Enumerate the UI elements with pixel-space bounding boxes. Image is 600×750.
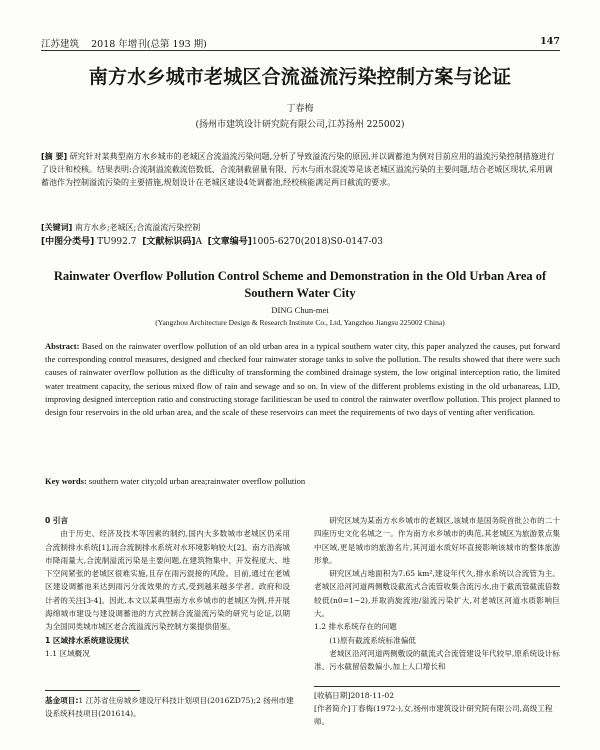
doc-code-label: [文献标识码] — [142, 237, 196, 247]
chinese-keywords-text: 南方水乡;老城区;合流溢流污染控制 — [74, 223, 201, 232]
body-left-column — [45, 514, 290, 660]
classification-line — [41, 236, 560, 249]
body-right-column — [314, 514, 560, 674]
received-line — [314, 689, 560, 702]
problem-paragraph: 老城区沿河河道两侧敷设的截流式合流管建设年代较早,原系统设计标准、污水截留倍数偏小,加上人口增长和 — [314, 648, 560, 672]
doc-code-value: A — [195, 237, 202, 247]
english-abstract — [45, 340, 560, 419]
section-1-heading: 1 区域排水系统建设现状 — [45, 635, 129, 645]
author-bio-text: 丁春梅(1972-),女,扬州市建筑设计研究院有限公司,高级工程师。 — [314, 704, 553, 726]
english-affiliation: (Yangzhou Architecture Design & Research Institute Co., Ltd, Yangzhou Jiangsu 225002 China) — [155, 318, 445, 327]
english-keywords-label: Key words: — [45, 476, 87, 486]
chinese-abstract — [41, 150, 560, 189]
received-note — [314, 686, 560, 728]
region-paragraph-1: 研究区域为某南方水乡城市的老城区,该城市是国务院首批公布的二十四座历史文化名城之一。作为南方水乡城市的典范,其老城区为旅游景点集中区域,更是城市的旅游名片,其河道水质好坏直接影响该城市的整体旅游形象。 — [314, 516, 560, 565]
english-abstract-text: Based on the rainwater overflow pollution of an old urban area in a typical southern water city, this paper analyzed the causes, put forward the corresponding control measures, designed and checked four rainwater storage tanks to solve the pollution. The results showed that there were such causes of rainwater overflow pollution as the difficulty of transforming the combined drainage system, the low original interception ratio, the limited water treatment capacity, the serious mixed flow of rain and sewage and so on. In view of the different problems existing in the old urbanareas, LID, improving designed interception ratio and constructing storage facilitiescan be used to control the rainwater overflow pollution. This project planned to design four reservoirs in the old urban area, and the scale of these reservoirs can meet the requirements of two days of venting after verification. — [45, 341, 560, 418]
footnote-rule — [45, 690, 140, 691]
page-number: 147 — [540, 36, 560, 47]
running-header — [41, 36, 560, 51]
chinese-author: 丁春梅 — [286, 104, 314, 114]
intro-heading: 0 引言 — [45, 516, 69, 525]
section-1-2-1-heading: (1)原有截流系统标准偏低 — [329, 635, 416, 645]
english-keywords — [45, 476, 560, 486]
issue-number: 2018 年增刊(总第 193 期) — [91, 39, 207, 50]
english-author: DING Chun-mei — [271, 305, 329, 315]
section-1-1-heading: 1.1 区域概况 — [45, 648, 90, 658]
chinese-affiliation: (扬州市建筑设计研究院有限公司,江苏扬州 225002) — [195, 120, 405, 130]
english-title: Rainwater Overflow Pollution Control Scheme and Demonstration in the Old Urban Area of Southern Water City — [53, 269, 547, 300]
english-keywords-text: southern water city;old urban area;rainwater overflow pollution — [88, 476, 306, 486]
chinese-keywords-label: [关键词] — [41, 223, 73, 232]
author-bio-line — [314, 702, 560, 728]
region-paragraph-2: 研究区域占地面积为7.65 km²,建设年代久,排水系统以合流管为主。老城区沿河河道两侧敷设截流式合流管收集合流污水,由于截流管截流倍数较低(n0=1~2),并取消旋流池/溢流污染扩大,对老城区河道水质影响巨大。 — [314, 569, 560, 619]
intro-paragraph: 由于历史、经济及技术等因素的制约,国内大多数城市老城区仍采用合流制排水系统[1],而合流制排水系统对水环境影响较大[2]。南方沿海城市降雨量大,合流制溢流污染是主要问题,在建筑物集中、开发程度大、地下空间紧张的老城区很难实施,且存在雨污混接的风险。目前,通过在老城区建设调蓄池来达到雨污分流效果的方式,受到越来越多学者、政府和设计者的关注[3-4]。因此,本文以某典型南方水乡城市的老城区为例,并开展海绵城市建设与建设调蓄池的方式控制合流溢流污染的研究与论证,以期为全国同类城市城区老合流溢流污染控制方案提供借鉴。 — [45, 529, 290, 632]
english-abstract-label: Abstract: — [45, 341, 80, 351]
section-1-2-heading: 1.2 排水系统存在的问题 — [314, 622, 397, 632]
chinese-abstract-text: 研究针对某典型南方水乡城市的老城区合流溢流污染问题,分析了导致溢流污染的原因,并以调蓄池为例对目前应用的溢流污染控制措施进行了设计和校核。结果表明:合流制溢流截流倍数低、合流制截留量有限、污水与雨水混流等是该老城区溢流污染的主要问题,结合老城区现状,采用调蓄池作为控制溢流污染的主要措施,规划设计在老城区建设4处调蓄池,经校核能满足两日截流的要求。 — [41, 152, 555, 187]
article-no-label: [文章编号] — [207, 237, 252, 247]
funding-text: 1 江苏省住房城乡建设厅科技计划项目(2016ZD75);2 扬州市建设系统科技项目(201614)。 — [45, 696, 294, 718]
clc-value: TU992.7 — [97, 237, 137, 247]
journal-issue — [41, 36, 207, 50]
funding-note — [45, 694, 295, 720]
clc-label: [中图分类号] — [41, 237, 95, 247]
author-bio-label: [作者简介] — [314, 704, 351, 713]
article-no-value: 1005-6270(2018)S0-0147-03 — [251, 237, 384, 247]
chinese-keywords — [41, 221, 560, 234]
chinese-abstract-label: [摘 要] — [41, 152, 68, 161]
received-label: [收稿日期] — [314, 691, 351, 700]
journal-name: 江苏建筑 — [41, 39, 80, 50]
received-date: 2018-11-02 — [350, 691, 395, 700]
funding-label: 基金项目: — [45, 696, 79, 705]
chinese-title: 南方水乡城市老城区合流溢流污染控制方案与论证 — [88, 66, 512, 88]
